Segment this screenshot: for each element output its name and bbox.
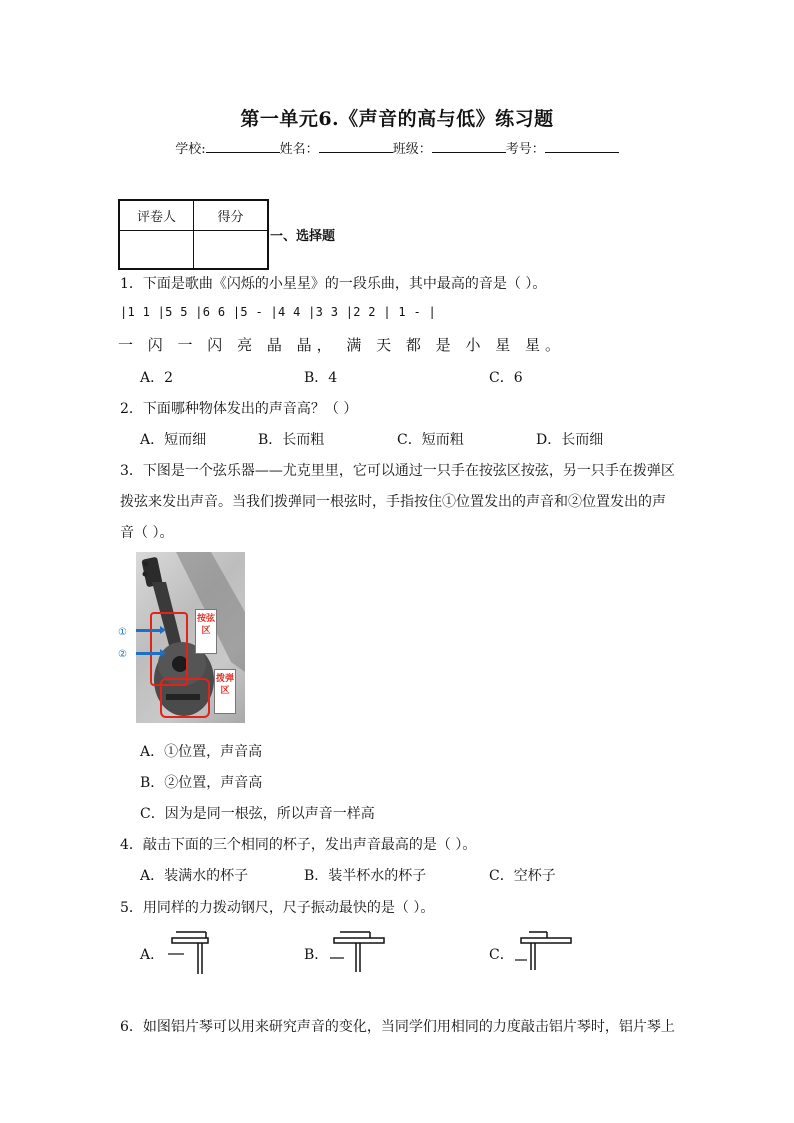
q5-option-a[interactable]: A．: [140, 947, 165, 963]
score-cell[interactable]: [194, 231, 269, 270]
ukulele-image: [136, 552, 245, 723]
grader-cell[interactable]: [119, 231, 194, 270]
score-table: [118, 199, 269, 270]
pluck-zone-label: 拨弹区: [214, 669, 236, 714]
q1-notation: |1 1 |5 5 |6 6 |5 - |4 4 |3 3 |2 2 | 1 - |: [120, 305, 437, 319]
ruler-image-b: [330, 926, 386, 976]
score-header: 得分: [194, 200, 269, 231]
arrow-1-head: [160, 626, 166, 634]
q1-lyrics: 一 闪 一 闪 亮 晶 晶， 满 天 都 是 小 星 星。: [118, 336, 565, 354]
q2-option-b[interactable]: B．长而粗: [258, 432, 325, 448]
q3-option-b[interactable]: B．②位置，声音高: [140, 775, 263, 791]
school-label: 学校:: [175, 142, 206, 157]
exam-no-blank[interactable]: [545, 140, 619, 153]
q4-stem: 4．敲击下面的三个相同的杯子，发出声音最高的是（ ）。: [120, 837, 477, 853]
arrow-2: [136, 652, 162, 655]
q5-option-b[interactable]: B．: [304, 947, 329, 963]
section-title: 一、选择题: [270, 229, 336, 244]
q1-stem: 1．下面是歌曲《闪烁的小星星》的一段乐曲，其中最高的音是（ ）。: [120, 276, 547, 292]
q4-option-c[interactable]: C．空杯子: [489, 868, 556, 884]
q4-option-a[interactable]: A．装满水的杯子: [140, 868, 249, 884]
q4-option-b[interactable]: B．装半杯水的杯子: [304, 868, 427, 884]
q3-stem-line3: 音（ ）。: [120, 525, 174, 541]
q6-stem: 6．如图铝片琴可以用来研究声音的变化，当同学们用相同的力度敲击铝片琴时，铝片琴上: [120, 1019, 675, 1035]
name-label: 姓名：: [279, 142, 319, 157]
page-title: 第一单元6.《声音的高与低》练习题: [240, 108, 554, 130]
ruler-image-c: [515, 926, 573, 976]
name-blank[interactable]: [319, 140, 393, 153]
q5-option-c[interactable]: C．: [489, 947, 514, 963]
q2-stem: 2．下面哪种物体发出的声音高？（ ）: [120, 401, 358, 417]
press-zone-outline: [150, 612, 188, 686]
exam-no-label: 考号：: [505, 142, 545, 157]
class-label: 班级：: [392, 142, 432, 157]
ruler-image-a: [168, 926, 214, 976]
q1-option-b[interactable]: B．4: [304, 370, 338, 386]
pluck-zone-outline: [160, 678, 210, 718]
q3-option-a[interactable]: A．①位置，声音高: [140, 744, 263, 760]
q2-option-c[interactable]: C．短而粗: [397, 432, 464, 448]
q5-stem: 5．用同样的力拨动钢尺，尺子振动最快的是（ ）。: [120, 900, 435, 916]
q3-stem-line2: 拨弦来发出声音。当我们拨弹同一根弦时，手指按住①位置发出的声音和②位置发出的声: [120, 494, 666, 510]
position-marker-1: ①: [118, 627, 127, 638]
arrow-2-head: [160, 649, 166, 657]
q1-option-a[interactable]: A．2: [140, 370, 174, 386]
class-blank[interactable]: [432, 140, 506, 153]
school-blank[interactable]: [206, 140, 280, 153]
position-marker-2: ②: [118, 649, 127, 660]
q3-stem-line1: 3．下图是一个弦乐器——尤克里里，它可以通过一只手在按弦区按弦，另一只手在拨弹区: [120, 463, 675, 479]
student-info-line: [0, 138, 794, 157]
q1-option-c[interactable]: C．6: [489, 370, 523, 386]
press-zone-label: 按弦区: [195, 609, 217, 654]
q3-option-c[interactable]: C．因为是同一根弦，所以声音一样高: [140, 806, 375, 822]
arrow-1: [136, 629, 162, 632]
q2-option-a[interactable]: A．短而细: [140, 432, 207, 448]
q2-option-d[interactable]: D．长而细: [536, 432, 604, 448]
grader-header: 评卷人: [119, 200, 194, 231]
